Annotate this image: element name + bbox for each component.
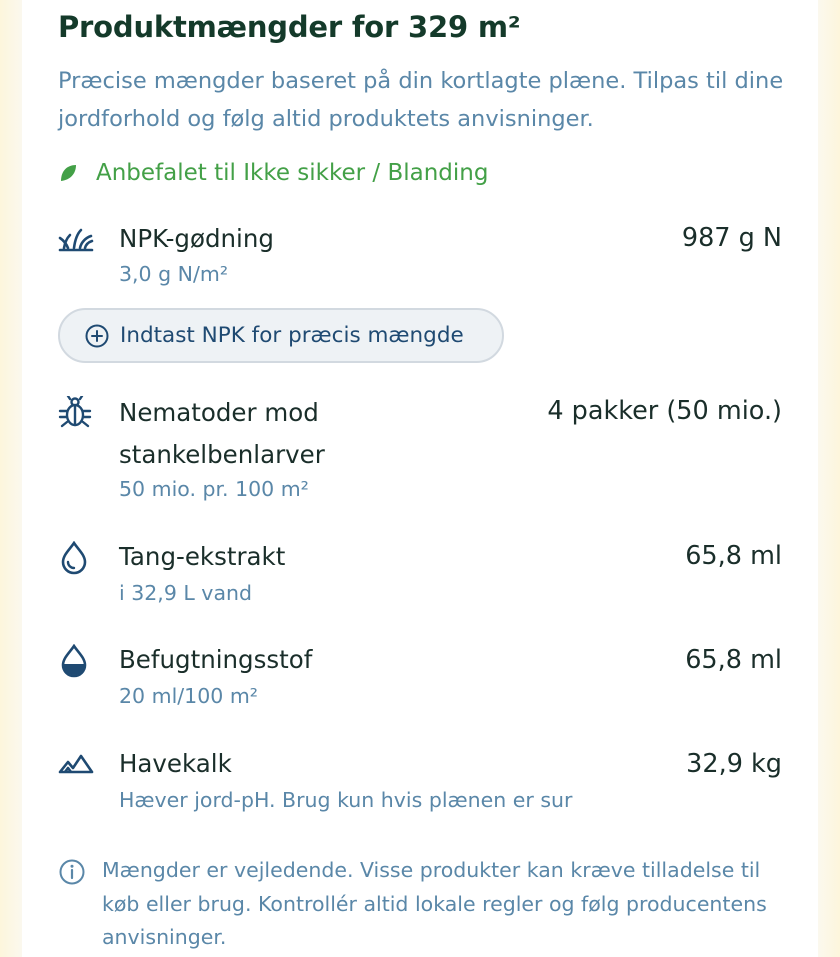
product-name-havekalk: Havekalk — [119, 749, 232, 778]
product-detail-tang: i 32,9 L vand — [119, 581, 253, 605]
plus-circle-icon — [84, 323, 110, 349]
grass-icon — [58, 226, 94, 258]
leaf-icon — [58, 163, 78, 183]
info-icon — [58, 858, 86, 886]
product-name-tang: Tang-ekstrakt — [119, 542, 286, 571]
bug-icon — [58, 396, 92, 432]
product-value-nematoder: 4 pakker (50 mio.) — [547, 396, 782, 426]
enter-npk-label: Indtast NPK for præcis mængde — [120, 323, 464, 348]
product-detail-befugtning: 20 ml/100 m² — [119, 684, 259, 708]
drop-half-icon — [58, 644, 90, 682]
product-detail-npk: 3,0 g N/m² — [119, 262, 229, 286]
product-value-befugtning: 65,8 ml — [685, 645, 782, 675]
product-value-npk: 987 g N — [681, 223, 782, 253]
product-name-befugtning: Befugtningsstof — [119, 645, 313, 674]
disclaimer-text: Mængder er vejledende. Visse produkter kan kræve tilladelse til køb eller brug. Kontrollér altid lokale regler og følg producentens anvisninger. — [102, 858, 767, 949]
product-value-havekalk: 32,9 kg — [686, 749, 782, 779]
product-name-npk: NPK-gødning — [119, 224, 274, 253]
product-detail-havekalk: Hæver jord-pH. Brug kun hvis plænen er sur — [119, 788, 573, 812]
product-detail-nematoder: 50 mio. pr. 100 m² — [119, 477, 309, 501]
page-subtitle: Præcise mængder baseret på din kortlagte plæne. Tilpas til dine jordforhold og følg altid produktets anvisninger. — [58, 68, 784, 132]
disclaimer-note — [58, 854, 798, 955]
drop-outline-icon — [58, 541, 90, 579]
mountain-icon — [58, 753, 94, 779]
enter-npk-button[interactable] — [58, 308, 504, 363]
recommendation-label: Anbefalet til Ikke sikker / Blanding — [96, 160, 489, 186]
recommendation-line — [58, 160, 488, 186]
product-value-tang: 65,8 ml — [685, 541, 782, 571]
product-name-nematoder: Nematoder mod stankelbenlarver — [119, 398, 325, 469]
page-title: Produktmængder for 329 m² — [58, 10, 521, 44]
